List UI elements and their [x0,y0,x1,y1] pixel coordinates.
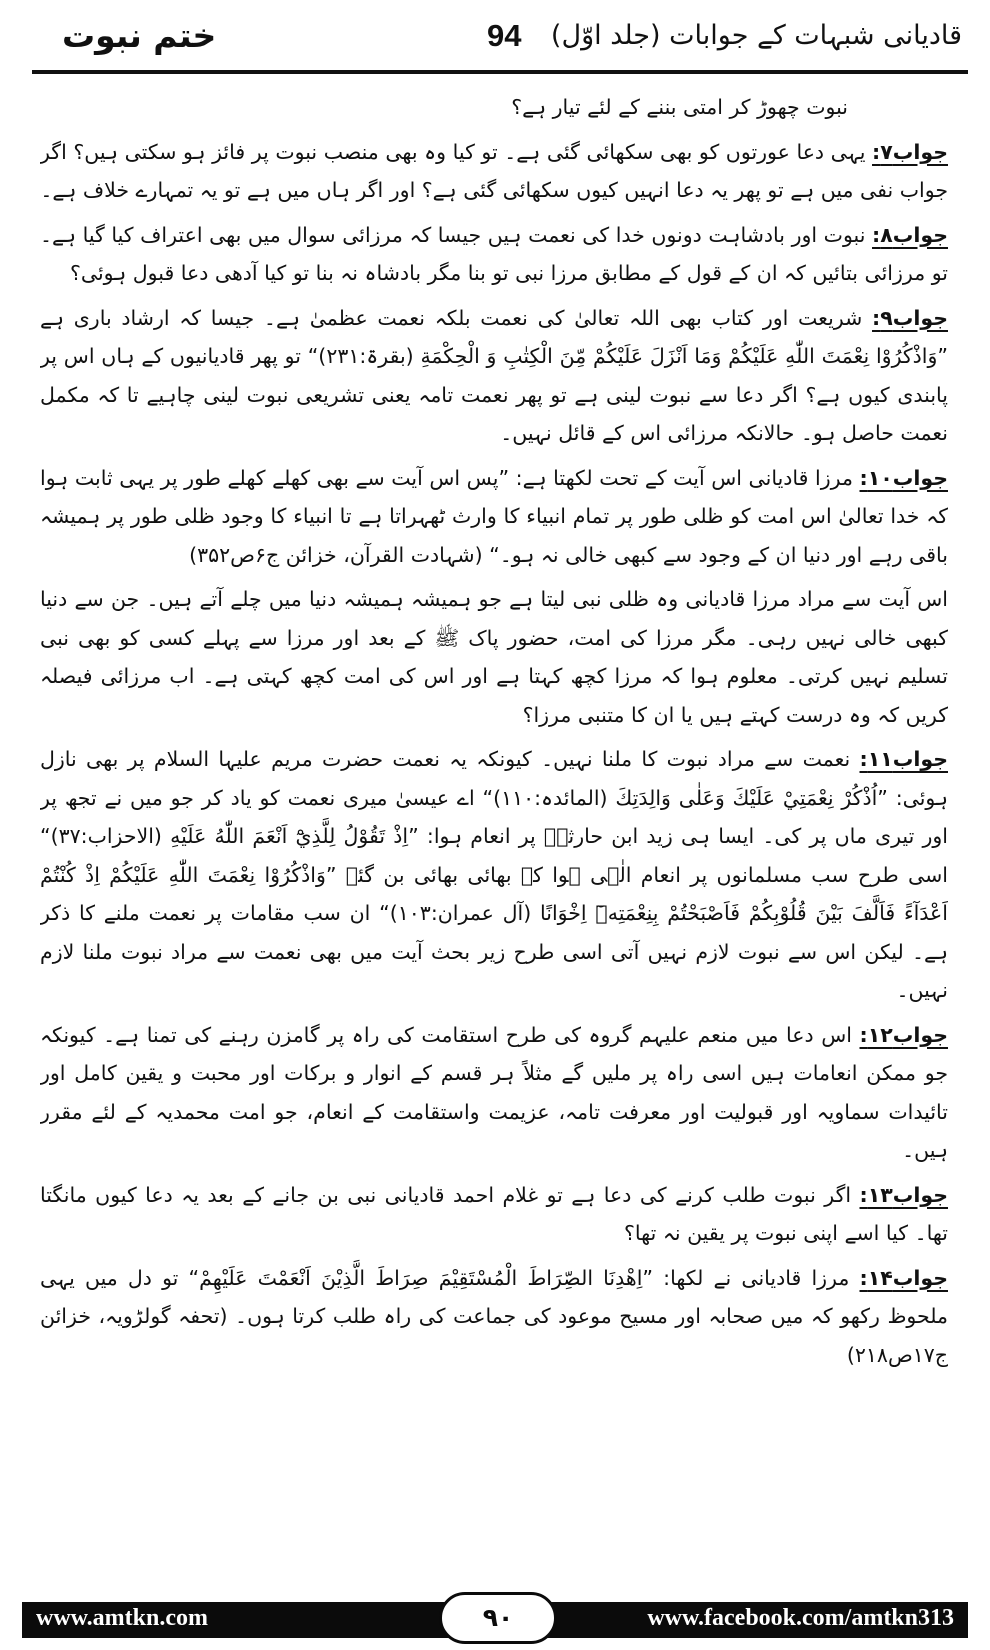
paragraph [40,1259,948,1375]
footer-page-number: ۹۰ [439,1592,557,1644]
book-title: قادیانی شبہات کے جوابات (جلد اوّل) [550,20,962,51]
paragraph-text: نبوت اور بادشاہت دونوں خدا کی نعمت ہیں جیسا کہ مرزائی سوال میں بھی اعتراف کیا گیا ہے۔ تو مرزائی بتائیں کہ ان کے قول کے مطابق مرزا نبی تو بنا مگر بادشاہ نہ بنا تو کیا آدھی دعا قبول ہوئی؟ [40,222,948,285]
paragraph [40,459,948,575]
paragraph [40,580,948,734]
page-header [32,10,968,74]
paragraph [40,299,948,453]
paragraph-text: شریعت اور کتاب بھی اللہ تعالیٰ کی نعمت بلکہ نعمت عظمیٰ ہے۔ جیسا کہ ارشاد باری ہے ”وَاذْكُرُوْا نِعْمَتَ اللّٰهِ عَلَيْكُمْ وَمَا اَنْزَلَ عَلَيْكُمْ مِّنَ الْكِتٰبِ وَ الْحِكْمَةِ (بقرۃ:۲۳۱)“ تو پھر قادیانیوں کے ہاں اس پر پابندی کیوں ہے؟ اگر دعا سے نبوت لینی ہے تو پھر نعمت تامہ یعنی تشریعی نبوت لینی چاہیے تا کہ مکمل نعمت حاصل ہو۔ حالانکہ مرزائی اس کے قائل نہیں۔ [40,305,948,445]
answer-label: جواب۱۲: [859,1022,948,1047]
paragraph [40,88,948,127]
page-content [40,88,948,1593]
paragraph [40,1176,948,1253]
paragraph [40,740,948,1010]
paragraph-text: نبوت چھوڑ کر امتی بننے کے لئے تیار ہے؟ [511,95,848,119]
paragraph-text: مرزا قادیانی اس آیت کے تحت لکھتا ہے: ”پس اس آیت سے بھی کھلے کھلے طور پر یہی ثابت ہوا کہ خدا تعالیٰ اس امت کو ظلی طور پر تمام انبیاء کا وارث ٹھہراتا ہے تا انبیاء کا وجود ظلی طور پر ہمیشہ باقی رہے اور دنیا ان کے وجود سے کبھی خالی نہ ہو۔“ (شہادت القرآن، خزائن ج۶ص۳۵۲) [40,465,948,567]
paragraph-text: اگر نبوت طلب کرنے کی دعا ہے تو غلام احمد قادیانی نبی بن جانے کے بعد یہ دعا کیوں مانگتا تھا۔ کیا اسے اپنی نبوت پر یقین نہ تھا؟ [40,1182,948,1245]
answer-label: جواب۱۴: [859,1265,948,1290]
answer-label: جواب۱۳: [859,1182,948,1207]
header-rule [32,70,968,74]
answer-label: جواب۷: [872,139,948,164]
page-footer [22,1602,968,1638]
header-page-number: 94 [487,18,522,53]
answer-label: جواب۸: [872,222,948,247]
website-link[interactable]: www.amtkn.com [36,1605,208,1631]
answer-label: جواب۱۰: [859,465,948,490]
paragraph [40,1016,948,1170]
paragraph-text: اس دعا میں منعم علیہم گروہ کی طرح استقامت کی راہ پر گامزن رہنے کی تمنا ہے۔ کیونکہ جو ممکن انعامات ہیں اسی راہ پر ملیں گے مثلاً ہر قسم کے انوار و برکات اور محبت و یقین کامل اور تائیدات سماویہ اور قبولیت اور معرفت تامہ، عزیمت واستقامت کے انعام، جو امت محمدیہ کے لئے مقرر ہیں۔ [40,1022,948,1162]
brand-title: ختم نبوت [62,16,217,55]
paragraph-text: یہی دعا عورتوں کو بھی سکھائی گئی ہے۔ تو کیا وہ بھی منصب نبوت پر فائز ہو سکتی ہیں؟ اگر جواب نفی میں ہے تو پھر یہ دعا انہیں کیوں سکھائی گئی ہے؟ اور اگر ہاں میں ہے تو یہ تمہارے خلاف ہے۔ [40,139,948,202]
paragraph-text: نعمت سے مراد نبوت کا ملنا نہیں۔ کیونکہ یہ نعمت حضرت مریم علیہا السلام پر بھی نازل ہوئی: ”اُذْكُرْ نِعْمَتِيْ عَلَيْكَ وَعَلٰى وَالِدَتِكَ (المائدہ:۱۱۰)“ اے عیسیٰ میری نعمت کو یاد کر جو میں نے تجھ پر اور تیری ماں پر کی۔ ایسا ہی زید ابن حارثہؓ پر انعام ہوا: ”اِذْ تَقُوْلُ لِلَّذِيْٓ اَنْعَمَ اللّٰهُ عَلَيْهِ (الاحزاب:۳۷)“ اسی طرح سب مسلمانوں پر انعام الٰہی ہوا کہ بھائی بھائی بن گئے ”وَاذْكُرُوْا نِعْمَتَ اللّٰهِ عَلَيْكُمْ اِذْ كُنْتُمْ اَعْدَآءً فَاَلَّفَ بَيْنَ قُلُوْبِكُمْ فَاَصْبَحْتُمْ بِنِعْمَتِهٖٓ اِخْوَانًا (آل عمران:۱۰۳)“ ان سب مقامات پر نعمت ملنے کا ذکر ہے۔ لیکن اس سے نبوت لازم نہیں آتی اسی طرح زیر بحث آیت میں بھی نعمت سے مراد نبوت ملنا لازم نہیں۔ [40,747,948,1002]
paragraph [40,216,948,293]
facebook-link[interactable]: www.facebook.com/amtkn313 [647,1605,954,1631]
answer-label: جواب۹: [872,305,948,330]
paragraph-text: مرزا قادیانی نے لکھا: ”اِهْدِنَا الصِّرَاطَ الْمُسْتَقِيْمَ صِرَاطَ الَّذِيْنَ اَنْعَمْتَ عَلَيْهِمْ“ تو دل میں یہی ملحوظ رکھو کہ میں صحابہ اور مسیح موعود کی جماعت کی راہ طلب کرتا ہوں۔ (تحفہ گولڑویہ، خزائن ج۱۷ص۲۱۸) [40,1265,948,1367]
answer-label: جواب۱۱: [859,747,948,771]
paragraph-text: اس آیت سے مراد مرزا قادیانی وہ ظلی نبی لیتا ہے جو ہمیشہ ہمیشہ دنیا میں چلے آتے ہیں۔ جن سے دنیا کبھی خالی نہیں رہی۔ مگر مرزا کی امت، حضور پاک ﷺ کے بعد اور مرزا سے پہلے کسی کو بھی نبی تسلیم نہیں کرتی۔ معلوم ہوا کہ مرزا کچھ کہتا ہے اور اس کی امت کچھ کہتی ہے۔ اب مرزائی فیصلہ کریں کہ وہ درست کہتے ہیں یا ان کا متنبی مرزا؟ [40,587,948,727]
paragraph [40,133,948,210]
